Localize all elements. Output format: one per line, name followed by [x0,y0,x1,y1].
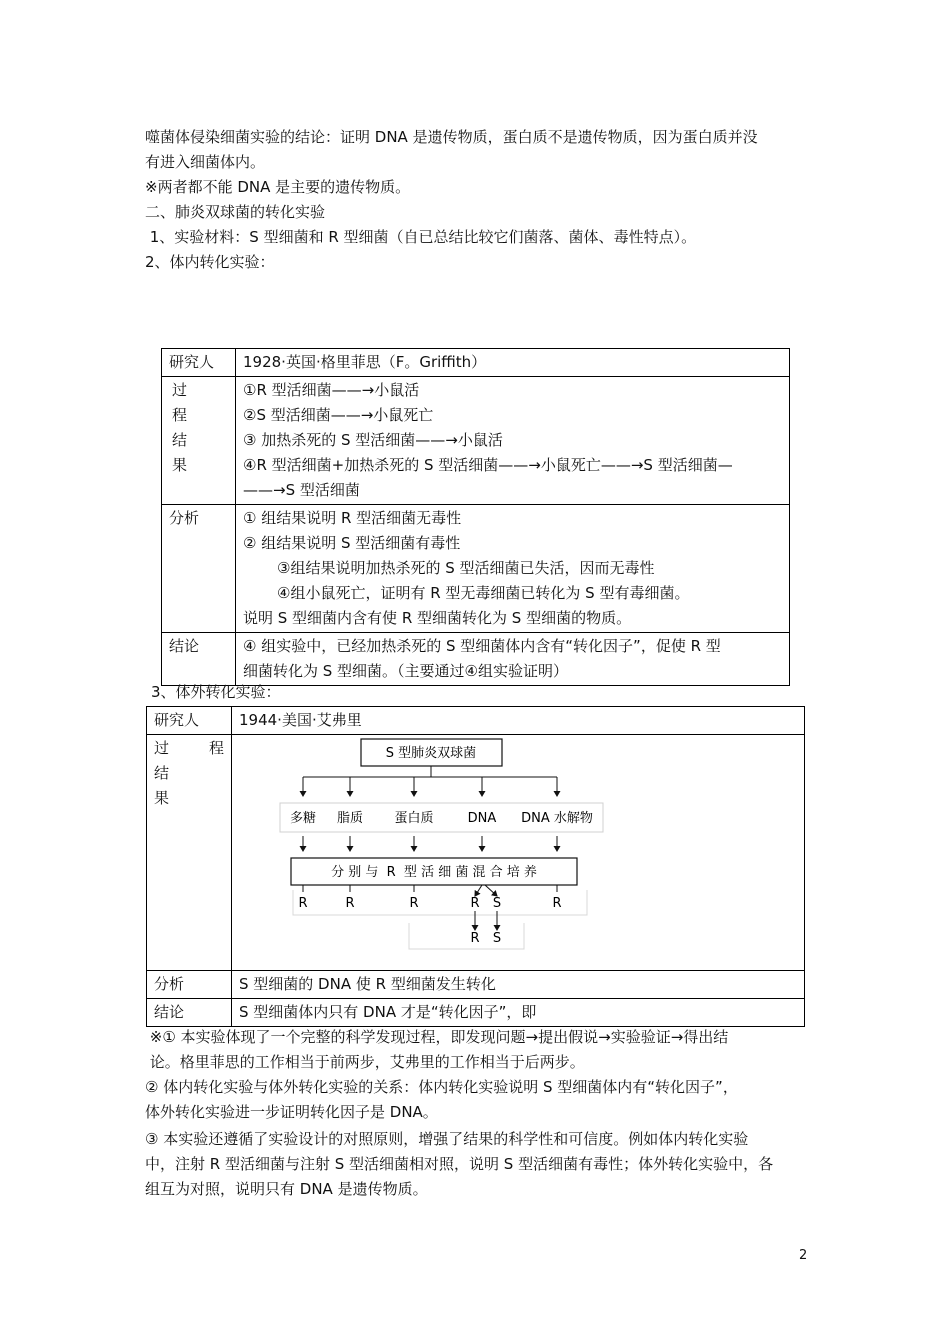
note-2-line-1: ② 体内转化实验与体外转化实验的关系：体内转化实验说明 S 型细菌体内有“转化因子”， [145,1078,738,1096]
analysis-line: ① 组结果说明 R 型活细菌无毒性 [243,509,462,527]
griffith-table [161,348,790,686]
analysis-content [236,505,790,633]
intro-line-2: 有进入细菌体内。 [145,153,266,171]
process-line: ②S 型活细菌——→小鼠死亡 [243,406,434,424]
component-polysaccharide: 多糖 [289,811,317,826]
conclusion-value: S 型细菌体内只有 DNA 才是“转化因子”，即 [232,999,805,1027]
result-protein: R [409,896,419,911]
table-row [162,633,790,686]
conclusion-line: 细菌转化为 S 型细菌。（主要通过④组实验证明） [243,662,569,680]
note-3-line-1: ③ 本实验还遵循了实验设计的对照原则，增强了结果的科学性和可信度。例如体内转化实验 [145,1130,749,1148]
process-label-char: 过 [172,381,188,399]
process-results [236,377,790,505]
process-label-char: 结 [172,431,188,449]
researcher-label: 研究人 [147,707,232,735]
component-dna-hydrolysate: DNA 水解物 [521,811,593,826]
note-2-line-2: 体外转化实验进一步证明转化因子是 DNA。 [145,1103,438,1121]
process-line: ③ 加热杀死的 S 型活细菌——→小鼠活 [243,431,503,449]
table-row [147,999,805,1027]
analysis-line: ④组小鼠死亡，证明有 R 型无毒细菌已转化为 S 型有毒细菌。 [277,584,690,602]
note-3-line-3: 组互为对照，说明只有 DNA 是遗传物质。 [145,1180,428,1198]
table-row [162,505,790,633]
in-vivo-heading: 2、体内转化实验： [145,253,275,271]
component-protein: 蛋白质 [394,811,434,826]
conclusion-content [236,633,790,686]
process-line: ④R 型活细菌+加热杀死的 S 型活细菌——→小鼠死亡——→S 型活细菌— [243,456,733,474]
process-label-line: 果 [154,789,170,807]
note-3-line-2: 中，注射 R 型活细菌与注射 S 型活细菌相对照，说明 S 型活细菌有毒性；体外转化实验中，各 [145,1155,774,1173]
conclusion-label: 结论 [162,633,236,686]
table-row [162,349,790,377]
researcher-value: 1928·英国·格里菲思（F。Griffith） [236,349,790,377]
page-number: 2 [799,1248,808,1263]
process-label [147,735,240,971]
process-diagram-cell [232,735,805,971]
analysis-line: 说明 S 型细菌内含有使 R 型细菌转化为 S 型细菌的物质。 [243,609,632,627]
table-row [147,707,805,735]
process-label-line: 过 程 结 [154,739,240,782]
component-dna: DNA [467,811,497,826]
note-1-line-2: 论。格里菲思的工作相当于前两步，艾弗里的工作相当于后两步。 [145,1053,585,1071]
intro-line-1: 噬菌体侵染细菌实验的结论：证明 DNA 是遗传物质，蛋白质不是遗传物质，因为蛋白质并没 [145,128,758,146]
conclusion-label: 结论 [147,999,232,1027]
intro-note: ※两者都不能 DNA 是主要的遗传物质。 [145,178,411,196]
component-lipid: 脂质 [336,811,364,826]
conclusion-line: ④ 组实验中，已经加热杀死的 S 型细菌体内含有“转化因子”，促使 R 型 [243,637,721,655]
analysis-label: 分析 [162,505,236,633]
result-dna-s: S [492,896,502,911]
in-vitro-heading: 3、体外转化实验： [151,683,281,701]
process-label [162,377,236,505]
result-dna-hydrolysate: R [552,896,562,911]
process-label-char: 果 [172,456,188,474]
mix-box-label: 分 别 与 R 型 活 细 菌 混 合 培 养 [331,865,537,880]
sub-result-s: S [492,931,502,946]
table-row [147,971,805,999]
materials-line: 1、实验材料：S 型细菌和 R 型细菌（自已总结比较它们菌落、菌体、毒性特点）。 [145,228,697,246]
dna-result-arrow [475,885,482,896]
analysis-value: S 型细菌的 DNA 使 R 型细菌发生转化 [232,971,805,999]
result-polysaccharide: R [298,896,308,911]
result-dna-r: R [470,896,480,911]
note-1-line-1: ※① 本实验体现了一个完整的科学发现过程，即发现问题→提出假说→实验验证→得出结 [145,1028,729,1046]
result-lipid: R [345,896,355,911]
section-heading-2: 二、肺炎双球菌的转化实验 [145,203,326,221]
researcher-value: 1944·美国·艾弗里 [232,707,805,735]
avery-experiment-diagram [232,735,790,970]
table-row [162,377,790,505]
table-row [147,735,805,971]
process-line: ①R 型活细菌——→小鼠活 [243,381,420,399]
dna-result-arrow [485,885,497,896]
analysis-label: 分析 [147,971,232,999]
top-box-label: S 型肺炎双球菌 [385,746,477,761]
analysis-line: ② 组结果说明 S 型活细菌有毒性 [243,534,461,552]
process-label-char: 程 [172,406,188,424]
analysis-line: ③组结果说明加热杀死的 S 型活细菌已失活，因而无毒性 [277,559,655,577]
process-line: ——→S 型活细菌 [243,481,360,499]
researcher-label: 研究人 [162,349,236,377]
avery-table [146,706,805,1027]
sub-result-r: R [470,931,480,946]
